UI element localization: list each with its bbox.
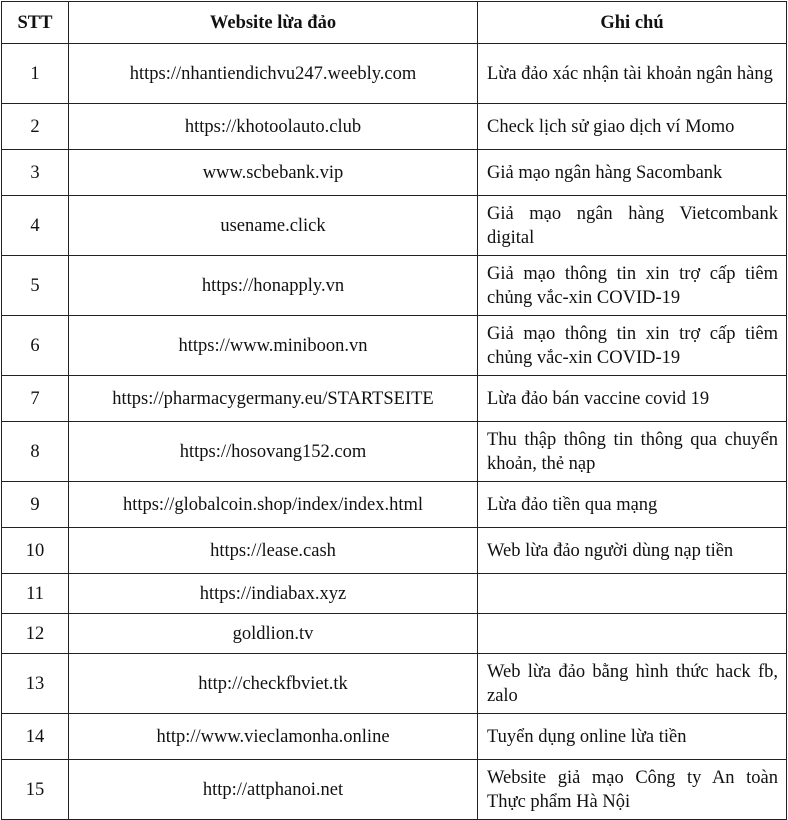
header-stt: STT: [2, 2, 69, 44]
row-note: Web lừa đảo bằng hình thức hack fb, zalo: [478, 654, 787, 714]
scam-websites-table: [1, 1, 787, 820]
row-note: Check lịch sử giao dịch ví Momo: [478, 104, 787, 150]
row-stt: 8: [2, 422, 69, 482]
table-row: [2, 574, 787, 614]
row-website: usename.click: [69, 196, 478, 256]
row-website: https://pharmacygermany.eu/STARTSEITE: [69, 376, 478, 422]
table-row: [2, 714, 787, 760]
table-row: [2, 760, 787, 820]
row-website: https://nhantiendichvu247.weebly.com: [69, 44, 478, 104]
row-stt: 11: [2, 574, 69, 614]
row-note: [478, 614, 787, 654]
table-row: [2, 376, 787, 422]
table-row: [2, 196, 787, 256]
row-note: Lừa đảo xác nhận tài khoản ngân hàng: [478, 44, 787, 104]
table-row: [2, 150, 787, 196]
row-note: Website giả mạo Công ty An toàn Thực phẩm Hà Nội: [478, 760, 787, 820]
row-stt: 2: [2, 104, 69, 150]
row-website: https://www.miniboon.vn: [69, 316, 478, 376]
row-website: https://globalcoin.shop/index/index.html: [69, 482, 478, 528]
header-note: Ghi chú: [478, 2, 787, 44]
row-note: Giả mạo thông tin xin trợ cấp tiêm chủng vắc-xin COVID-19: [478, 256, 787, 316]
row-note: Tuyển dụng online lừa tiền: [478, 714, 787, 760]
table-row: [2, 614, 787, 654]
row-stt: 3: [2, 150, 69, 196]
row-note: [478, 574, 787, 614]
header-website: Website lừa đảo: [69, 2, 478, 44]
table-row: [2, 422, 787, 482]
row-website: https://lease.cash: [69, 528, 478, 574]
row-note: Thu thập thông tin thông qua chuyển khoản, thẻ nạp: [478, 422, 787, 482]
table-row: [2, 256, 787, 316]
row-stt: 12: [2, 614, 69, 654]
row-website: https://hosovang152.com: [69, 422, 478, 482]
row-stt: 7: [2, 376, 69, 422]
table-row: [2, 316, 787, 376]
table-row: [2, 482, 787, 528]
row-website: http://attphanoi.net: [69, 760, 478, 820]
row-stt: 6: [2, 316, 69, 376]
table-header-row: [2, 2, 787, 44]
table-row: [2, 528, 787, 574]
row-stt: 10: [2, 528, 69, 574]
row-website: www.scbebank.vip: [69, 150, 478, 196]
table-row: [2, 654, 787, 714]
row-stt: 1: [2, 44, 69, 104]
row-website: http://checkfbviet.tk: [69, 654, 478, 714]
row-stt: 13: [2, 654, 69, 714]
row-website: goldlion.tv: [69, 614, 478, 654]
row-stt: 14: [2, 714, 69, 760]
row-stt: 4: [2, 196, 69, 256]
row-note: Giả mạo ngân hàng Sacombank: [478, 150, 787, 196]
row-note: Giả mạo thông tin xin trợ cấp tiêm chủng vắc-xin COVID-19: [478, 316, 787, 376]
row-note: Giả mạo ngân hàng Vietcombank digital: [478, 196, 787, 256]
table-row: [2, 104, 787, 150]
row-website: https://indiabax.xyz: [69, 574, 478, 614]
row-stt: 5: [2, 256, 69, 316]
row-note: Lừa đảo bán vaccine covid 19: [478, 376, 787, 422]
row-stt: 9: [2, 482, 69, 528]
row-website: http://www.vieclamonha.online: [69, 714, 478, 760]
row-note: Lừa đảo tiền qua mạng: [478, 482, 787, 528]
table-row: [2, 44, 787, 104]
row-note: Web lừa đảo người dùng nạp tiền: [478, 528, 787, 574]
row-website: https://honapply.vn: [69, 256, 478, 316]
row-website: https://khotoolauto.club: [69, 104, 478, 150]
row-stt: 15: [2, 760, 69, 820]
